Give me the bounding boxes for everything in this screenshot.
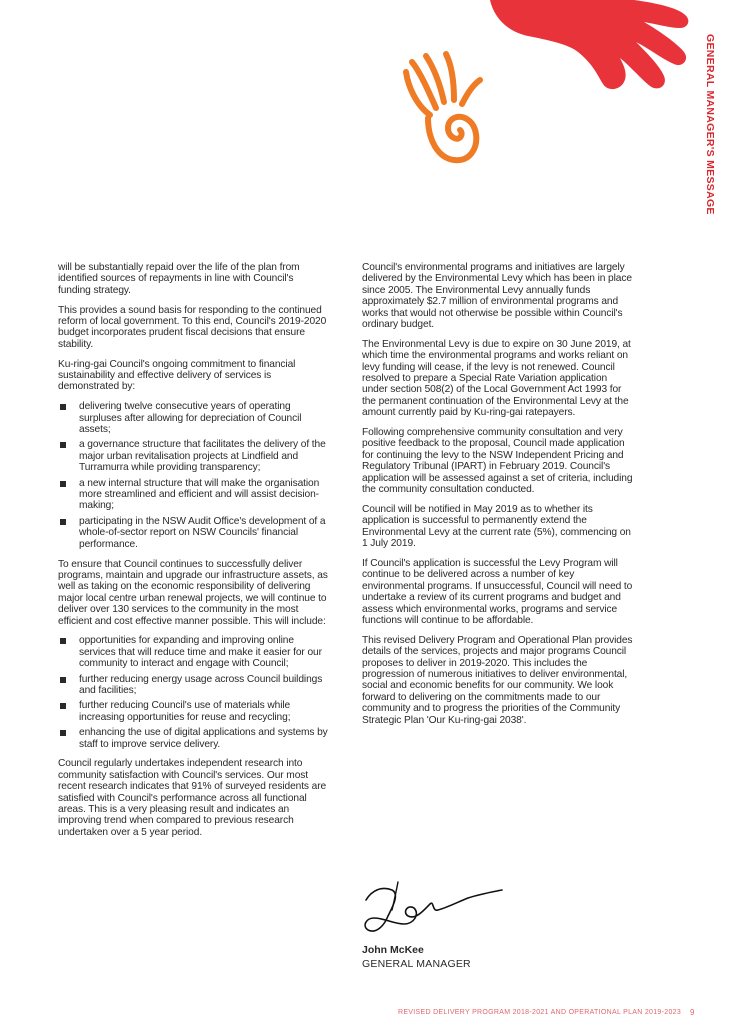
left-column bbox=[58, 262, 328, 847]
bullet-list bbox=[58, 635, 328, 750]
list-item-text: a new internal structure that will make the organisation more streamlined and efficient and will assist decision-making; bbox=[79, 477, 320, 512]
paragraph: This revised Delivery Program and Operational Plan provides details of the services, projects and major programs Council proposes to deliver in 2019-2020. This includes the progression of numerous initiatives to deliver environmental, social and economic benefits for our community. We look forward to delivering on the commitments made to our community and to progress the priorities of the Community Strategic Plan 'Our Ku-ring-gai 2038'. bbox=[362, 634, 633, 726]
paragraph: If Council's application is successful the Levy Program will continue to be delivered across a number of key environmental programs. If unsuccessful, Council will need to undertake a review of its current programs and budget and assess which environmental works, programs and service functions will continue to be affordable. bbox=[362, 557, 633, 626]
list-item bbox=[58, 727, 328, 750]
section-title: GENERAL MANAGER'S MESSAGE bbox=[704, 34, 716, 215]
red-hand-icon bbox=[490, 0, 688, 89]
signatory-role: GENERAL MANAGER bbox=[362, 958, 471, 970]
paragraph: Council's environmental programs and initiatives are largely delivered by the Environmental Levy which has been in place since 2005. The Environmental Levy annually funds approximately $2.7 million of environmental programs and works that would not otherwise be possible within Council's ordinary budget. bbox=[362, 262, 632, 331]
list-item bbox=[58, 516, 328, 550]
square-bullet-icon bbox=[60, 730, 66, 736]
footer-text: REVISED DELIVERY PROGRAM 2018-2021 AND OPERATIONAL PLAN 2019-2023 bbox=[398, 1009, 682, 1016]
list-item-text: enhancing the use of digital applications and systems by staff to improve service delivery. bbox=[79, 727, 328, 750]
list-item-text: further reducing energy usage across Council buildings and facilities; bbox=[79, 673, 323, 696]
signatory-name: John McKee bbox=[362, 944, 424, 956]
square-bullet-icon bbox=[60, 703, 66, 709]
square-bullet-icon bbox=[60, 519, 66, 525]
right-column bbox=[362, 262, 634, 734]
square-bullet-icon bbox=[60, 638, 66, 644]
paragraph: The Environmental Levy is due to expire on 30 June 2019, at which time the environmental programs and works reliant on levy funding will cease, if the levy is not renewed. Council resolved to prepare a Special Rate Variation application under section 508(2) of the Local Government Act 1993 for the permanent continuation of the Environmental Levy at the amount currently paid by Ku-ring-gai ratepayers. bbox=[362, 338, 631, 419]
hands-logo-icon bbox=[398, 0, 698, 165]
paragraph: Ku-ring-gai Council's ongoing commitment to financial sustainability and effective delivery of services is demonstrated by: bbox=[58, 358, 296, 393]
list-item bbox=[58, 439, 328, 473]
square-bullet-icon bbox=[60, 677, 66, 683]
orange-hand-icon bbox=[406, 54, 480, 160]
list-item-text: participating in the NSW Audit Office's development of a whole-of-sector report on NSW Councils' financial performance. bbox=[79, 515, 326, 550]
square-bullet-icon bbox=[60, 481, 66, 487]
bullet-list bbox=[58, 401, 328, 550]
signature-icon bbox=[362, 878, 504, 940]
list-item-text: further reducing Council's use of materials while increasing opportunities for reuse and recycling; bbox=[79, 700, 291, 723]
paragraph: Council regularly undertakes independent research into community satisfaction with Council's services. Our most recent research indicates that 91% of surveyed residents are satisfied with Council's performance across all functional areas. This is a very pleasing result and indicates an improving trend when compared to previous research undertaken over a 5 year period. bbox=[58, 758, 327, 838]
list-item bbox=[58, 401, 328, 435]
list-item bbox=[58, 700, 328, 723]
paragraph: will be substantially repaid over the life of the plan from identified sources of repayments in line with Council's funding strategy. bbox=[58, 262, 300, 296]
square-bullet-icon bbox=[60, 404, 66, 410]
list-item-text: delivering twelve consecutive years of operating surpluses after allowing for depreciation of Council assets; bbox=[79, 401, 302, 436]
square-bullet-icon bbox=[60, 442, 66, 448]
list-item-text: opportunities for expanding and improving online services that will reduce time and make it easier for our community to interact and engage with Council; bbox=[79, 635, 322, 670]
list-item-text: a governance structure that facilitates the delivery of the major urban revitalisation projects at Lindfield and Turramurra while providing transparency; bbox=[79, 439, 326, 474]
paragraph: Following comprehensive community consultation and very positive feedback to the proposal, Council made application for continuing the levy to the NSW Independent Pricing and Regulatory Tribunal (IPART) in February 2019. Council's application will be assessed against a set of criteria, including the community consultation conducted. bbox=[362, 427, 633, 496]
page-number: 9 bbox=[690, 1008, 695, 1017]
list-item bbox=[58, 674, 328, 697]
paragraph: Council will be notified in May 2019 as to whether its application is successful to permanently extend the Environmental Levy at the current rate (5%), commencing on 1 July 2019. bbox=[362, 503, 631, 550]
paragraph: This provides a sound basis for responding to the continued reform of local government. To this end, Council's 2019-2020 budget incorporates prudent fiscal decisions that ensure stability. bbox=[58, 304, 327, 350]
paragraph: To ensure that Council continues to successfully deliver programs, maintain and upgrade our infrastructure assets, as well as taking on the economic responsibility of delivering major local centre urban renewal projects, we will continue to deliver over 130 services to the community in the most efficient and cost effective manner possible. This will include: bbox=[58, 558, 328, 627]
list-item bbox=[58, 635, 328, 669]
list-item bbox=[58, 478, 328, 512]
